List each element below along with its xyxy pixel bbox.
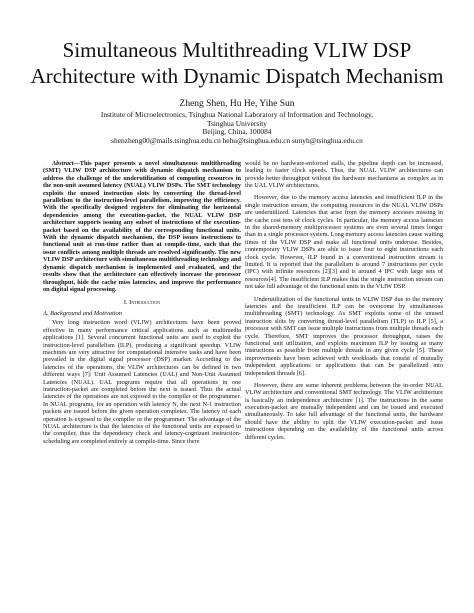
body-paragraph: would be no hardware-enforced stalls, the pipeline depth can be increased, leading to faster clock speeds. Thus, the NUAL VLIW architectures can provide better throughput without the hardware mechanisms as complex as in the UAL VLIW architectures. — [245, 160, 443, 190]
left-column — [43, 160, 241, 445]
right-column — [245, 160, 443, 441]
paper-title-line-1: Simultaneous Multithreading VLIW DSP — [62, 38, 412, 62]
affiliation-line: Institute of Microelectronics, Tsinghua National Laboratory of Information and Technology, — [100, 110, 374, 119]
affiliation-line: Tsinghua University — [206, 118, 268, 128]
body-paragraph: However, there are some inherent problems between the in-order NUAL VLIW architecture and conventional SMT technology. The VLIW architecture is basically an independence architecture [1]. The instructions in the same execution-packet are mutually independent and can be issued and executed simultaneously. To take full advantage of the functional units, the hardware should have the ability to split the VLIW execution-packet and issue instructions depending on the availability of the functional units across different cycles. — [245, 381, 443, 441]
affiliation-block — [0, 111, 474, 145]
section-heading-introduction: I. Introduction — [123, 299, 161, 307]
abstract-lead: Abstract— — [52, 160, 80, 167]
author-list: Zheng Shen, Hu He, Yihe Sun — [179, 99, 295, 109]
abstract — [43, 160, 241, 293]
abstract-body: This paper presents a novel simultaneous multithreading (SMT) VLIW DSP architecture with dynamic dispatch mechanism to address the challenge of the underutilization of computing resources in the non-unit assumed latency (NUAL) VLIW DSPs. The SMT technology exploits the unused instruction slots by converting the thread-level parallelism to the instruction-level parallelism, improving the efficiency. With the specifically designed registers for eliminating the horizontal dependencies among the execution-packet, the NUAL VLIW DSP architecture supports issuing any subset of instructions of the execution-packet based on the availability of the corresponding functional units. With the dynamic dispatch mechanism, the DSP issues instructions to functional unit at run-time rather than at compile-time, such that the issue conflicts among multiple threads are resolved significantly. The new VLIW DSP architecture with simultaneous multithreading technology and dynamic dispatch mechanism is implemented and evaluated, and the results show that the architecture can effectively increase the processor throughput, hide the cache miss latencies, and improve the performance on digital signal processing. — [43, 160, 241, 293]
author-emails: shenzheng00@mails.tsinghua.edu.cn hehu@tsinghua.edu.cn sunyh@tsinghua.edu.cn — [111, 135, 363, 145]
affiliation-line: Beijing, China, 100084 — [202, 127, 272, 137]
paper-title-line-2: Architecture with Dynamic Dispatch Mechanism — [30, 64, 444, 88]
body-paragraph: However, due to the memory access latencies and insufficient ILP in the single instruction stream, the computing resources in the NUAL VLIW DSPs are underutilized. Latencies that arise from the memory accesses missing in the cache cost tens of clock cycles. In particular, the memory access latencies in the shared-memory multiprocessor systems are even several times longer than in a single processor system. Long memory access latencies cause waiting times of the VLIW DSP and make all functional units underuse. Besides, contemporary VLIW DSPs are able to issue four to eight instructions each clock cycle. However, ILP found in a conventional instruction stream is limited. It is reported that the parallelism is around 7 instructions per cycle (IPC) with infinite resources [2][3] and is around 4 IPC with large sets of resources[4]. The insufficient ILP makes that the single instruction stream can not take full advantage of the functional units in the VLIW DSP. — [245, 194, 443, 291]
subsection-heading-background: A. Background and Motivation — [43, 310, 122, 318]
body-paragraph: Underutilization of the functional units in VLIW DSP due to the memory latencies and the insufficient ILP can be overcome by simultaneous multithreading (SMT) technology. As SMT exploits some of the unused instruction slots by converting thread-level parallelism (TLP) to ILP [5], a processor with SMT can issue multiple instructions from multiple threads each cycle. Therefore, SMT improves the processor throughput, raises the functional unit utilization, and exploits maximum ILP by issuing as many instructions as possible from multiple threads in any given cycle [5]. These improvements have been achieved with workloads that consist of mutually independent applications or applications that can be parallelized into independent threads [6]. — [245, 295, 443, 377]
body-paragraph: Very long instruction word (VLIW) architectures have been proved effective in many performance critical applications such as multimedia applications [1]. Several concurrent functional units are used to exploit the instruction-level parallelism (ILP), producing a significant speedup. VLIW machines are very attractive for computational intensive tasks and have been prevailed in the digital signal processor (DSP) market. According to the latencies of the operations, the VLIW architectures can be defined in two different ways [7]: Unit Assumed Latencies (UAL) and Non-Unit Assumed Latencies (NUAL). UAL programs require that all operations in one instruction-packet are completed before the next is issued. Thus the actual latencies of the operations are not exposed to the compiler or the programmer. In NUAL programs, for an operation with latency N, the next N-1 instruction packets are issued before the given operation completes. The latency of each operation is exposed to the compiler or the programmer. The advantage of the NUAL architecture is that the latencies of the functional units are exposed to the compiler, thus the dependency check and latency-cognizant instruction-scheduling are completed entirely at compile-time. Since there — [43, 319, 241, 445]
